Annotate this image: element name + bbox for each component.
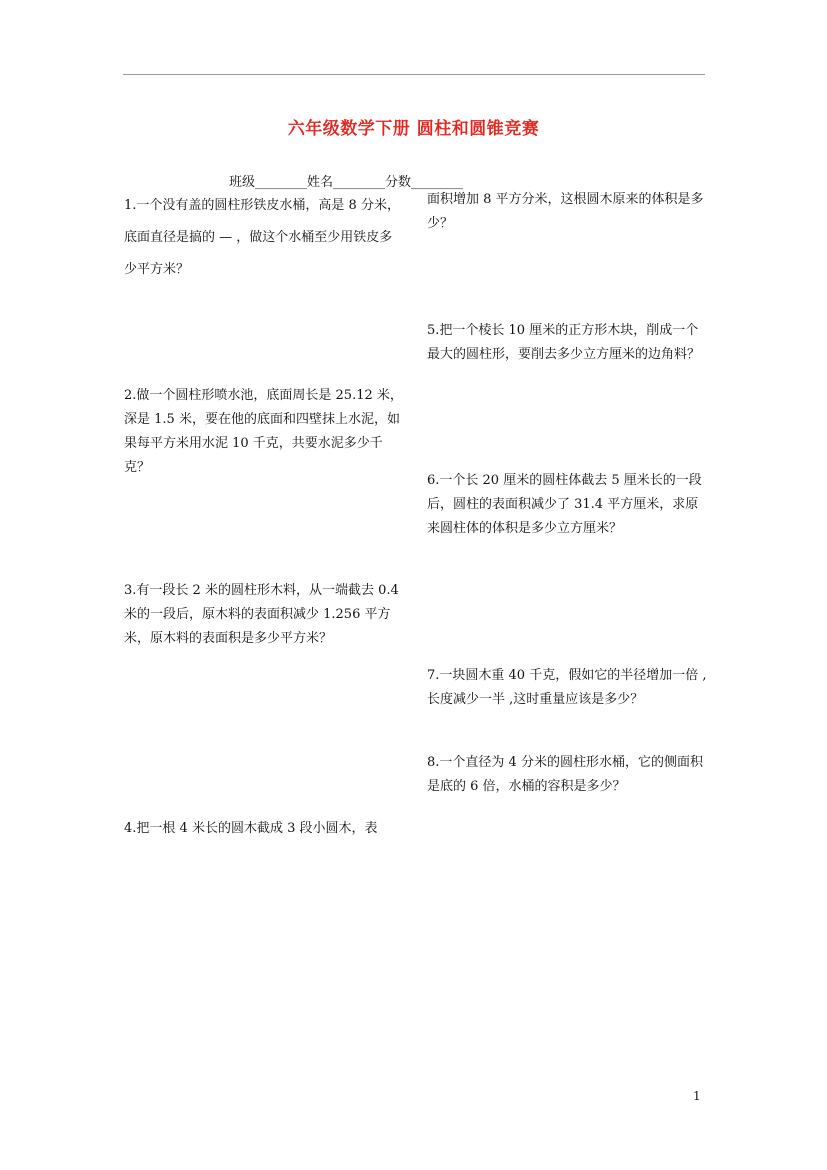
question-1: 1.一个没有盖的圆柱形铁皮水桶，高是 8 分米，底面直径是搞的 — ，做这个水桶至少用铁皮多少平方米？ (124, 198, 400, 277)
question-2: 2.做一个圆柱形喷水池，底面周长是 25.12 米，深是 1.5 米，要在他的底面和四壁抹上水泥，如果每平方米用水泥 10 千克，共要水泥多少千克？ (124, 388, 403, 475)
question-7: 7.一块圆木重 40 千克，假如它的半径增加一倍 ,长度减少一半 ,这时重量应该是多少？ (427, 668, 707, 707)
question-5: 5.把一个棱长 10 厘米的正方形木块，削成一个最大的圆柱形，要削去多少立方厘米的边角料？ (427, 323, 701, 362)
question-6: 6.一个长 20 厘米的圆柱体截去 5 厘米长的一段后，圆柱的表面积减少了 31.4 平方厘米，求原来圆柱体的体积是多少立方厘米？ (427, 473, 702, 536)
student-info-line: 班级________姓名________分数________ (229, 175, 464, 190)
question-8: 8.一个直径为 4 分米的圆柱形水桶，它的侧面积是底的 6 倍，水桶的容积是多少？ (427, 755, 703, 794)
header-rule (123, 74, 705, 75)
page-number: 1 (693, 1089, 701, 1103)
question-4-continued: 面积增加 8 平方分米，这根圆木原来的体积是多少？ (427, 192, 704, 231)
question-3: 3.有一段长 2 米的圆柱形木料，从一端截去 0.4 米的一段后，原木料的表面积减少 1.256 平方米，原木料的表面积是多少平方米？ (124, 583, 412, 646)
question-4: 4.把一根 4 米长的圆木截成 3 段小圆木，表 (124, 821, 378, 836)
page-title: 六年级数学下册 圆柱和圆锥竞赛 (287, 119, 540, 139)
